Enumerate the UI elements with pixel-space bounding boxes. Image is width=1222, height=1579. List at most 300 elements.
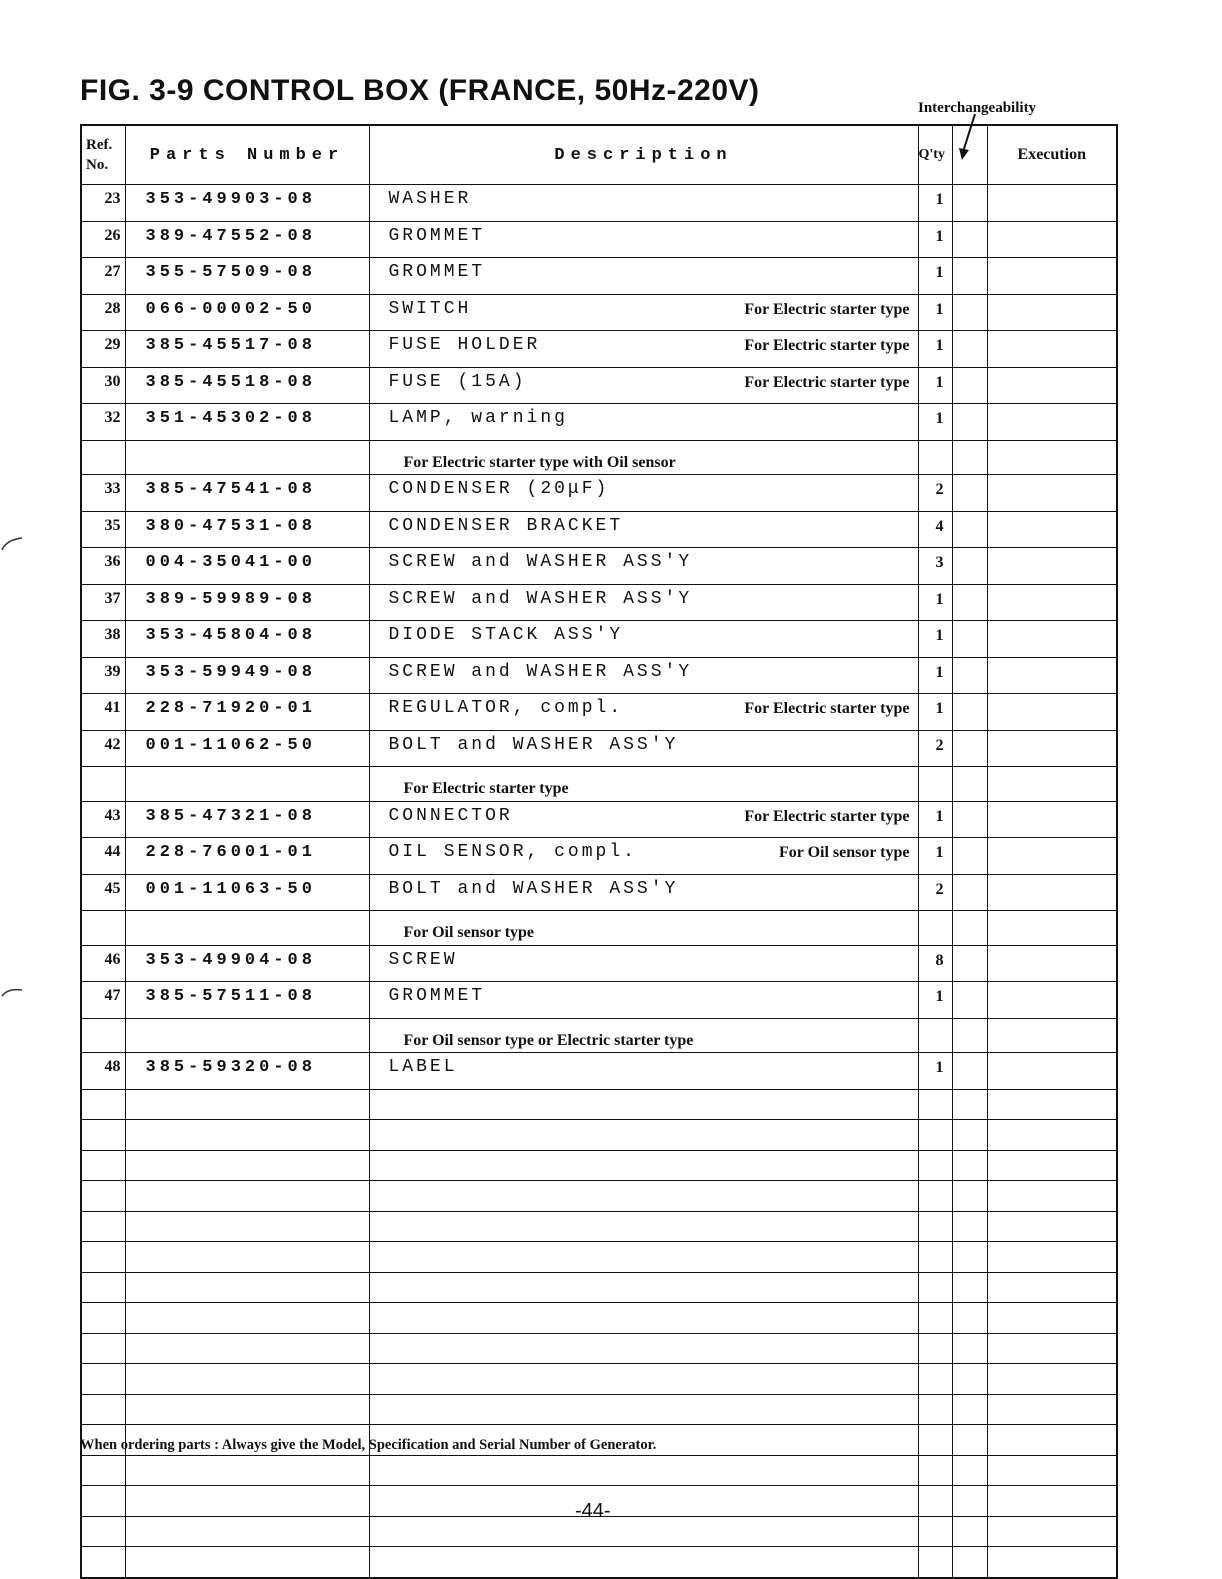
table-row <box>81 440 1117 475</box>
table-row <box>81 767 1117 802</box>
description-text: FUSE (15A) <box>388 371 527 392</box>
parts-number-cell <box>125 1018 369 1053</box>
interchangeability-cell <box>952 838 987 875</box>
ref-no-cell <box>81 1516 125 1547</box>
qty-cell <box>918 1150 952 1181</box>
page-number: -44- <box>575 1500 611 1522</box>
execution-cell <box>987 221 1117 258</box>
description-text: SCREW <box>388 949 458 970</box>
description-cell <box>369 911 918 946</box>
parts-number-cell <box>125 1333 369 1364</box>
interchangeability-cell <box>952 294 987 331</box>
ref-no-cell <box>81 1018 125 1053</box>
interchangeability-cell <box>952 1333 987 1364</box>
parts-number-cell: 385-57511-08 <box>125 982 369 1019</box>
parts-number-cell: 228-76001-01 <box>125 838 369 875</box>
margin-mark-icon <box>0 536 24 556</box>
qty-cell: 1 <box>918 294 952 331</box>
description-text: SCREW and WASHER ASS'Y <box>388 661 693 682</box>
table-row <box>81 584 1117 621</box>
interchangeability-cell <box>952 1053 987 1090</box>
application-note: For Electric starter type <box>744 807 910 825</box>
table-row <box>81 548 1117 585</box>
table-row <box>81 657 1117 694</box>
table-row <box>81 1364 1117 1395</box>
description-text: GROMMET <box>388 225 486 246</box>
parts-number-cell: 385-45518-08 <box>125 367 369 404</box>
application-note: For Electric starter type <box>744 300 910 318</box>
execution-cell <box>987 911 1117 946</box>
ref-no-cell: 30 <box>81 367 125 404</box>
execution-cell <box>987 584 1117 621</box>
parts-number-cell: 389-59989-08 <box>125 584 369 621</box>
parts-number-cell <box>125 1303 369 1334</box>
interchangeability-cell <box>952 1272 987 1303</box>
table-row <box>81 475 1117 512</box>
description-cell <box>369 1547 918 1578</box>
ref-no-cell: 28 <box>81 294 125 331</box>
interchangeability-cell <box>952 221 987 258</box>
description-cell <box>369 694 918 731</box>
qty-cell: 1 <box>918 982 952 1019</box>
execution-cell <box>987 1181 1117 1212</box>
ref-no-cell: 41 <box>81 694 125 731</box>
description-cell <box>369 1053 918 1090</box>
parts-number-cell <box>125 1089 369 1120</box>
qty-cell: 3 <box>918 548 952 585</box>
execution-cell <box>987 1211 1117 1242</box>
table-row <box>81 404 1117 441</box>
qty-cell <box>918 1211 952 1242</box>
ref-no-header <box>81 125 125 185</box>
parts-number-cell: 385-45517-08 <box>125 331 369 368</box>
application-note: For Oil sensor type <box>778 844 910 861</box>
ref-no-cell: 33 <box>81 475 125 512</box>
table-row <box>81 1303 1117 1334</box>
description-cell <box>369 1333 918 1364</box>
description-text: DIODE STACK ASS'Y <box>388 625 624 645</box>
ref-no-cell <box>81 1364 125 1395</box>
execution-cell <box>987 1547 1117 1578</box>
execution-cell <box>987 1272 1117 1303</box>
execution-cell <box>987 838 1117 875</box>
parts-number-cell <box>125 1120 369 1151</box>
interchangeability-cell <box>952 1120 987 1151</box>
parts-number-cell <box>125 1272 369 1303</box>
ref-no-cell <box>81 1486 125 1517</box>
ref-header-line1: Ref. <box>86 137 113 153</box>
description-cell <box>369 730 918 767</box>
interchangeability-cell <box>952 1303 987 1334</box>
interchangeability-cell <box>952 982 987 1019</box>
ref-no-cell <box>81 911 125 946</box>
ref-no-cell <box>81 1455 125 1486</box>
interchangeability-cell <box>952 584 987 621</box>
application-note: For Electric starter type <box>403 780 569 797</box>
description-cell <box>369 945 918 982</box>
application-note: For Oil sensor type or Electric starter type <box>403 1031 694 1049</box>
description-cell <box>369 440 918 475</box>
interchangeability-label: Interchangeability <box>918 100 1037 116</box>
description-cell <box>369 221 918 258</box>
qty-cell <box>918 1547 952 1578</box>
parts-number-cell: 353-59949-08 <box>125 657 369 694</box>
qty-cell <box>918 1120 952 1151</box>
interchangeability-cell <box>952 911 987 946</box>
interchangeability-cell <box>952 367 987 404</box>
execution-cell <box>987 331 1117 368</box>
parts-number-cell: 353-49903-08 <box>125 185 369 222</box>
interchangeability-cell <box>952 730 987 767</box>
execution-cell <box>987 801 1117 838</box>
table-row <box>81 911 1117 946</box>
qty-cell: 1 <box>918 404 952 441</box>
parts-number-cell <box>125 767 369 802</box>
parts-table-body <box>81 185 1117 1578</box>
table-row <box>81 294 1117 331</box>
description-cell <box>369 1394 918 1425</box>
interchangeability-cell <box>952 1425 987 1456</box>
interchangeability-cell <box>952 1455 987 1486</box>
description-header: Description <box>369 125 918 185</box>
description-text: FUSE HOLDER <box>388 335 541 355</box>
execution-cell <box>987 258 1117 295</box>
description-cell <box>369 1242 918 1273</box>
ref-no-cell: 44 <box>81 838 125 875</box>
qty-cell <box>918 1364 952 1395</box>
ref-no-cell: 23 <box>81 185 125 222</box>
interchangeability-cell <box>952 621 987 658</box>
application-note: For Electric starter type with Oil sensor <box>403 453 676 471</box>
qty-cell <box>918 1333 952 1364</box>
execution-cell <box>987 367 1117 404</box>
description-text: CONDENSER BRACKET <box>388 515 624 536</box>
ref-no-cell <box>81 440 125 475</box>
ref-no-cell <box>81 767 125 802</box>
execution-cell <box>987 1089 1117 1120</box>
ref-no-cell <box>81 1150 125 1181</box>
description-cell <box>369 657 918 694</box>
execution-cell <box>987 982 1117 1019</box>
interchangeability-cell <box>952 1211 987 1242</box>
table-row <box>81 1242 1117 1273</box>
execution-cell <box>987 404 1117 441</box>
execution-cell <box>987 475 1117 512</box>
interchangeability-cell <box>952 1516 987 1547</box>
parts-number-cell <box>125 1211 369 1242</box>
description-cell <box>369 584 918 621</box>
qty-cell: 2 <box>918 475 952 512</box>
parts-number-cell: 355-57509-08 <box>125 258 369 295</box>
description-text: LAMP, warning <box>388 408 568 428</box>
ref-no-cell: 47 <box>81 982 125 1019</box>
table-row <box>81 367 1117 404</box>
description-text: SWITCH <box>388 298 472 319</box>
qty-cell: 1 <box>918 258 952 295</box>
description-cell <box>369 294 918 331</box>
execution-cell <box>987 694 1117 731</box>
description-cell <box>369 838 918 875</box>
ref-no-cell <box>81 1211 125 1242</box>
execution-cell <box>987 1364 1117 1395</box>
ref-no-cell <box>81 1120 125 1151</box>
interchangeability-cell <box>952 1242 987 1273</box>
interchangeability-cell <box>952 511 987 548</box>
parts-number-cell <box>125 1516 369 1547</box>
execution-cell <box>987 1018 1117 1053</box>
parts-number-cell <box>125 1242 369 1273</box>
ref-no-cell: 26 <box>81 221 125 258</box>
ref-no-cell: 32 <box>81 404 125 441</box>
parts-number-cell <box>125 1150 369 1181</box>
table-header-row <box>81 125 1117 185</box>
qty-cell <box>918 1181 952 1212</box>
description-cell <box>369 1150 918 1181</box>
qty-cell: 1 <box>918 838 952 875</box>
ref-no-cell: 36 <box>81 548 125 585</box>
qty-cell: 1 <box>918 657 952 694</box>
ref-header-line2: No. <box>86 157 109 173</box>
table-row <box>81 694 1117 731</box>
figure-title: FIG. 3-9 CONTROL BOX (FRANCE, 50Hz-220V) <box>80 74 760 107</box>
qty-cell <box>918 1394 952 1425</box>
description-cell <box>369 1018 918 1053</box>
qty-cell: 1 <box>918 694 952 731</box>
interchangeability-cell <box>952 945 987 982</box>
table-row <box>81 730 1117 767</box>
description-cell <box>369 1516 918 1547</box>
parts-number-cell <box>125 1181 369 1212</box>
interchangeability-cell <box>952 185 987 222</box>
execution-cell <box>987 1053 1117 1090</box>
description-text: SCREW and WASHER ASS'Y <box>388 552 693 572</box>
qty-cell: 1 <box>918 331 952 368</box>
table-row <box>81 1394 1117 1425</box>
table-row <box>81 1089 1117 1120</box>
description-cell <box>369 1211 918 1242</box>
table-row <box>81 1547 1117 1578</box>
table-row <box>81 1272 1117 1303</box>
description-cell <box>369 1272 918 1303</box>
parts-number-cell <box>125 911 369 946</box>
description-text: SCREW and WASHER ASS'Y <box>388 588 693 609</box>
description-cell <box>369 1303 918 1334</box>
parts-number-cell: 385-47541-08 <box>125 475 369 512</box>
table-row <box>81 1455 1117 1486</box>
qty-cell <box>918 911 952 946</box>
parts-number-header: Parts Number <box>125 125 369 185</box>
application-note: For Electric starter type <box>744 373 910 391</box>
execution-cell <box>987 1303 1117 1334</box>
execution-cell <box>987 1455 1117 1486</box>
qty-cell <box>918 1089 952 1120</box>
description-cell <box>369 767 918 802</box>
qty-cell <box>918 767 952 802</box>
description-cell <box>369 404 918 441</box>
ref-no-cell <box>81 1394 125 1425</box>
parts-number-cell <box>125 440 369 475</box>
application-note: For Electric starter type <box>744 700 910 717</box>
description-cell <box>369 331 918 368</box>
qty-cell <box>918 1516 952 1547</box>
application-note: For Electric starter type <box>744 337 910 354</box>
table-row <box>81 1181 1117 1212</box>
interchangeability-cell <box>952 404 987 441</box>
description-text: CONNECTOR <box>388 805 513 826</box>
description-cell <box>369 1181 918 1212</box>
description-text: GROMMET <box>388 986 486 1006</box>
qty-cell <box>918 1486 952 1517</box>
execution-cell <box>987 874 1117 911</box>
ref-no-cell: 35 <box>81 511 125 548</box>
description-text: GROMMET <box>388 262 486 282</box>
parts-number-cell: 385-59320-08 <box>125 1053 369 1090</box>
parts-number-cell: 385-47321-08 <box>125 801 369 838</box>
execution-cell <box>987 1394 1117 1425</box>
interchangeability-cell <box>952 1181 987 1212</box>
qty-cell: 1 <box>918 584 952 621</box>
parts-number-cell: 001-11063-50 <box>125 874 369 911</box>
qty-cell: 1 <box>918 1053 952 1090</box>
table-row <box>81 185 1117 222</box>
table-row <box>81 258 1117 295</box>
parts-number-cell <box>125 1455 369 1486</box>
ref-no-cell: 42 <box>81 730 125 767</box>
execution-cell <box>987 1333 1117 1364</box>
interchangeability-header <box>952 125 987 185</box>
execution-header: Execution <box>987 125 1117 185</box>
parts-number-cell: 004-35041-00 <box>125 548 369 585</box>
description-cell <box>369 1486 918 1517</box>
parts-number-cell <box>125 1486 369 1517</box>
parts-number-cell: 380-47531-08 <box>125 511 369 548</box>
ref-no-cell <box>81 1089 125 1120</box>
table-row <box>81 1018 1117 1053</box>
parts-number-cell: 001-11062-50 <box>125 730 369 767</box>
execution-cell <box>987 657 1117 694</box>
ref-no-cell <box>81 1333 125 1364</box>
table-row <box>81 331 1117 368</box>
table-row <box>81 1211 1117 1242</box>
qty-header: Q'ty <box>918 125 952 185</box>
description-cell <box>369 874 918 911</box>
parts-number-cell: 389-47552-08 <box>125 221 369 258</box>
execution-cell <box>987 185 1117 222</box>
ref-no-cell: 37 <box>81 584 125 621</box>
description-cell <box>369 475 918 512</box>
ref-no-cell <box>81 1242 125 1273</box>
description-text: WASHER <box>388 189 472 209</box>
description-text: CONDENSER (20μF) <box>388 479 610 499</box>
table-row <box>81 221 1117 258</box>
ref-no-cell: 48 <box>81 1053 125 1090</box>
table-row <box>81 1053 1117 1090</box>
parts-number-cell: 228-71920-01 <box>125 694 369 731</box>
qty-cell: 2 <box>918 874 952 911</box>
ref-no-cell: 46 <box>81 945 125 982</box>
qty-cell <box>918 1242 952 1273</box>
parts-number-cell: 066-00002-50 <box>125 294 369 331</box>
interchangeability-cell <box>952 1547 987 1578</box>
qty-cell: 1 <box>918 801 952 838</box>
interchangeability-cell <box>952 1089 987 1120</box>
execution-cell <box>987 1516 1117 1547</box>
interchangeability-cell <box>952 258 987 295</box>
interchangeability-cell <box>952 1486 987 1517</box>
qty-cell: 1 <box>918 367 952 404</box>
description-cell <box>369 1364 918 1395</box>
execution-cell <box>987 1120 1117 1151</box>
execution-cell <box>987 767 1117 802</box>
parts-number-cell <box>125 1364 369 1395</box>
execution-cell <box>987 945 1117 982</box>
execution-cell <box>987 440 1117 475</box>
description-cell <box>369 801 918 838</box>
interchangeability-cell <box>952 874 987 911</box>
description-cell <box>369 548 918 585</box>
interchangeability-cell <box>952 548 987 585</box>
margin-mark-icon <box>0 986 24 1006</box>
table-row <box>81 1333 1117 1364</box>
qty-cell <box>918 440 952 475</box>
description-cell <box>369 367 918 404</box>
interchangeability-cell <box>952 1364 987 1395</box>
ordering-note: When ordering parts : Always give the Model, Specification and Serial Number of Generator. <box>80 1437 657 1453</box>
table-row <box>81 511 1117 548</box>
ref-no-cell: 27 <box>81 258 125 295</box>
qty-cell <box>918 1425 952 1456</box>
qty-cell: 2 <box>918 730 952 767</box>
description-cell <box>369 258 918 295</box>
description-cell <box>369 1455 918 1486</box>
parts-number-cell <box>125 1394 369 1425</box>
ref-no-cell: 29 <box>81 331 125 368</box>
execution-cell <box>987 548 1117 585</box>
table-row <box>81 801 1117 838</box>
execution-cell <box>987 1425 1117 1456</box>
execution-cell <box>987 1486 1117 1517</box>
ref-no-cell <box>81 1547 125 1578</box>
ref-no-cell <box>81 1303 125 1334</box>
parts-number-cell <box>125 1547 369 1578</box>
interchangeability-cell <box>952 694 987 731</box>
description-text: OIL SENSOR, compl. <box>388 842 637 862</box>
description-cell <box>369 982 918 1019</box>
interchangeability-cell <box>952 657 987 694</box>
description-cell <box>369 1089 918 1120</box>
ref-no-cell: 43 <box>81 801 125 838</box>
table-row <box>81 982 1117 1019</box>
execution-cell <box>987 1150 1117 1181</box>
ref-no-cell <box>81 1272 125 1303</box>
parts-number-cell: 351-45302-08 <box>125 404 369 441</box>
parts-number-cell: 353-45804-08 <box>125 621 369 658</box>
interchangeability-cell <box>952 1018 987 1053</box>
interchangeability-cell <box>952 440 987 475</box>
qty-cell <box>918 1455 952 1486</box>
parts-number-cell: 353-49904-08 <box>125 945 369 982</box>
qty-cell: 4 <box>918 511 952 548</box>
table-row <box>81 621 1117 658</box>
table-row <box>81 945 1117 982</box>
parts-table <box>80 124 1118 1579</box>
ref-no-cell: 45 <box>81 874 125 911</box>
interchangeability-cell <box>952 331 987 368</box>
qty-cell <box>918 1018 952 1053</box>
description-text: BOLT and WASHER ASS'Y <box>388 878 679 899</box>
execution-cell <box>987 294 1117 331</box>
interchangeability-cell <box>952 475 987 512</box>
